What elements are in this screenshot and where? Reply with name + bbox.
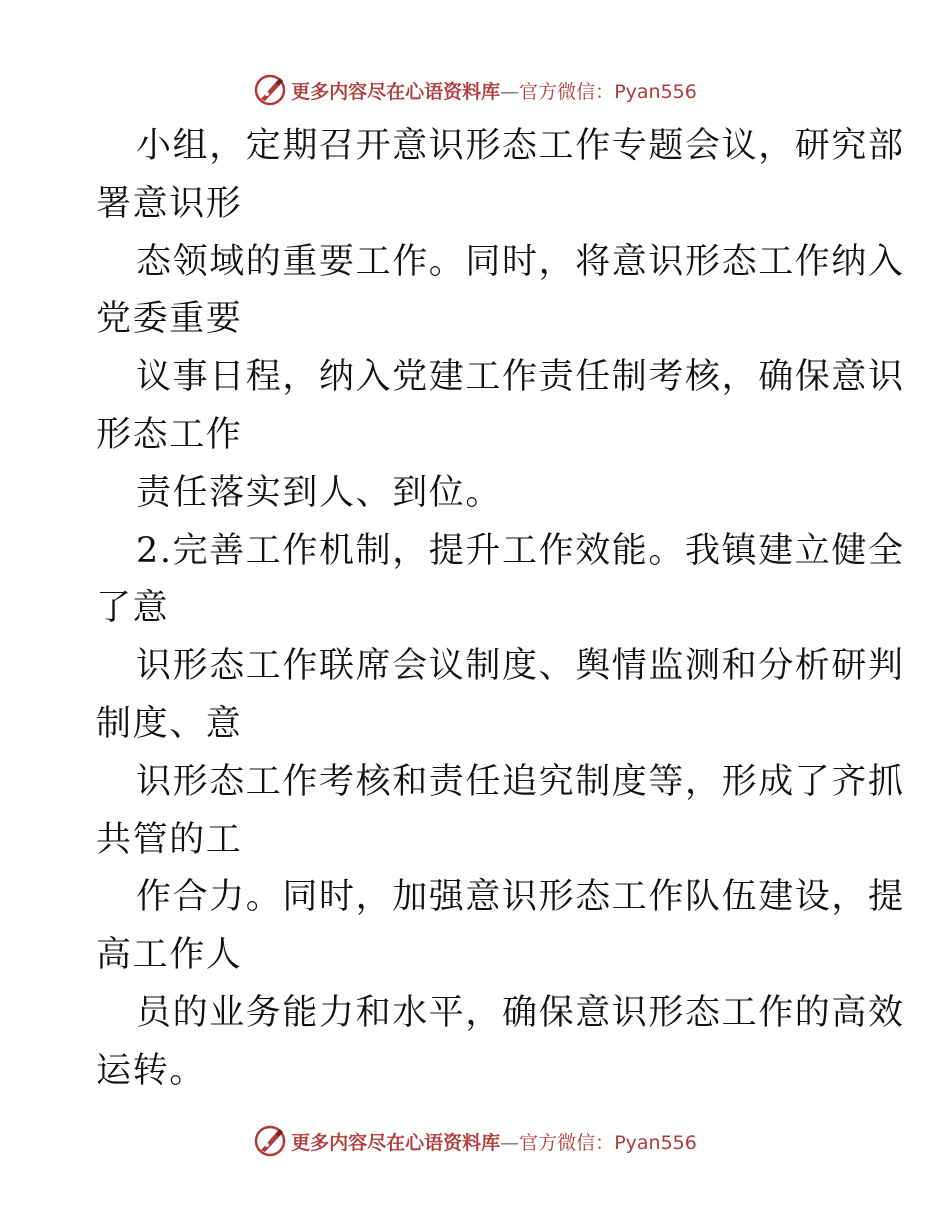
header-wechat-id: Pyan556 <box>614 80 697 103</box>
body-line: 责任落实到人、到位。 <box>136 472 503 513</box>
body-line: 制度、意 <box>96 703 243 744</box>
body-line: 高工作人 <box>96 935 243 976</box>
body-line: 识形态工作考核和责任追究制度等，形成了齐抓 <box>136 761 905 802</box>
pen-logo-icon <box>253 73 287 107</box>
body-line: 共管的工 <box>96 819 243 860</box>
body-line: 署意识形 <box>96 183 243 224</box>
pen-logo-icon <box>253 1124 287 1158</box>
body-line: 了意 <box>96 588 170 629</box>
header-banner <box>0 70 950 110</box>
body-line: 员的业务能力和水平，确保意识形态工作的高效 <box>136 992 905 1033</box>
body-line: 2.完善工作机制，提升工作效能。我镇建立健全 <box>136 530 905 571</box>
footer-banner-main: 更多内容尽在心语资料库 <box>291 1131 501 1154</box>
header-banner-dash: — <box>500 80 520 103</box>
body-line: 议事日程，纳入党建工作责任制考核，确保意识 <box>136 357 905 398</box>
header-banner-text <box>291 77 697 104</box>
body-line: 识形态工作联席会议制度、舆情监测和分析研判 <box>136 646 905 687</box>
body-line: 运转。 <box>96 1050 206 1091</box>
footer-banner-label: 官方微信： <box>519 1131 615 1154</box>
footer-wechat-id: Pyan556 <box>614 1131 697 1154</box>
document-body <box>96 118 905 1101</box>
footer-banner-dash: — <box>500 1131 520 1154</box>
header-banner-label: 官方微信： <box>519 80 615 103</box>
body-line: 作合力。同时，加强意识形态工作队伍建设，提 <box>136 877 905 918</box>
footer-banner <box>0 1121 950 1161</box>
body-line: 小组，定期召开意识形态工作专题会议，研究部 <box>136 126 905 166</box>
footer-banner-text <box>291 1128 697 1155</box>
body-line: 形态工作 <box>96 414 243 455</box>
body-line: 态领域的重要工作。同时，将意识形态工作纳入 <box>136 241 905 282</box>
header-banner-main: 更多内容尽在心语资料库 <box>291 80 501 103</box>
body-line: 党委重要 <box>96 299 243 340</box>
